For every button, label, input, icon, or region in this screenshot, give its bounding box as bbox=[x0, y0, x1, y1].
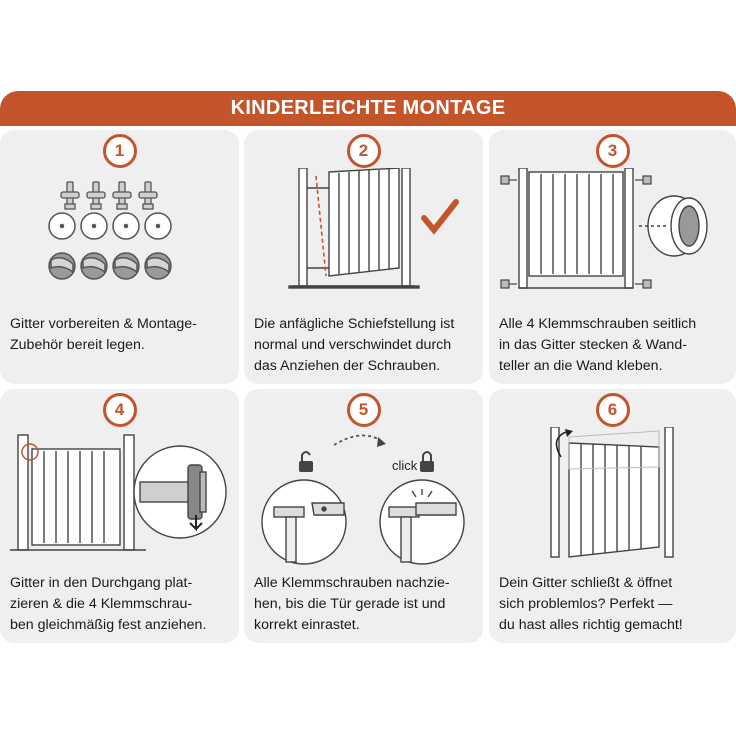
adhesive-pad-icons bbox=[49, 253, 171, 279]
step-number-badge: 2 bbox=[347, 134, 381, 168]
step-number-badge: 6 bbox=[596, 393, 630, 427]
page-title: KINDERLEICHTE MONTAGE bbox=[230, 97, 506, 119]
header-banner bbox=[0, 91, 736, 126]
tilt-indicator bbox=[316, 176, 326, 276]
step-number-badge: 4 bbox=[103, 393, 137, 427]
step-caption: Alle Klemmschrauben nachzie- hen, bis die Tür gerade ist und korrekt einrastet. bbox=[254, 575, 450, 633]
step-panel-4 bbox=[0, 389, 239, 643]
wall-cup-icons bbox=[49, 213, 171, 239]
unlocked-lock-icon bbox=[299, 452, 313, 472]
step-caption: Gitter in den Durchgang plat- zieren & die 4 Klemmschrau- ben gleichmäßig fest anziehen. bbox=[10, 575, 207, 633]
checkmark-icon bbox=[424, 202, 456, 230]
clamp-screw-icons bbox=[61, 182, 157, 209]
locked-lock-icon bbox=[420, 452, 434, 472]
step-caption: Die anfägliche Schiefstellung ist normal und verschwindet durch das Anziehen der Schrauben. bbox=[254, 316, 455, 374]
step-panel-1 bbox=[0, 130, 239, 384]
step-number-badge: 5 bbox=[347, 393, 381, 427]
tilted-gate-illustration bbox=[244, 168, 483, 308]
step-panel-6 bbox=[489, 389, 736, 643]
step-panel-5 bbox=[244, 389, 483, 643]
swing-arrow-icon bbox=[565, 429, 573, 437]
step-caption: Alle 4 Klemmschrauben seitlich in das Gitter stecken & Wand- teller an die Wand kleben. bbox=[499, 316, 697, 374]
closed-latch-detail-icon bbox=[380, 480, 464, 564]
open-close-gate-illustration bbox=[489, 427, 736, 567]
insert-screws-illustration bbox=[489, 168, 736, 308]
tighten-screws-illustration bbox=[0, 427, 239, 567]
open-latch-detail-icon bbox=[262, 480, 346, 564]
lock-click-illustration bbox=[244, 427, 483, 567]
arrow-icon bbox=[377, 437, 386, 447]
mounting-accessories-illustration bbox=[0, 168, 239, 308]
step-caption: Dein Gitter schließt & öffnet sich problemlos? Perfekt — du hast alles richtig gemacht! bbox=[499, 575, 683, 633]
screw-detail-icon bbox=[134, 446, 226, 538]
step-number-badge: 3 bbox=[596, 134, 630, 168]
wall-cup-detail-icon bbox=[639, 196, 707, 256]
step-panel-3 bbox=[489, 130, 736, 384]
click-label: click bbox=[392, 458, 418, 473]
step-panel-2 bbox=[244, 130, 483, 384]
step-caption: Gitter vorbereiten & Montage- Zubehör bereit legen. bbox=[10, 316, 197, 353]
step-number-badge: 1 bbox=[103, 134, 137, 168]
